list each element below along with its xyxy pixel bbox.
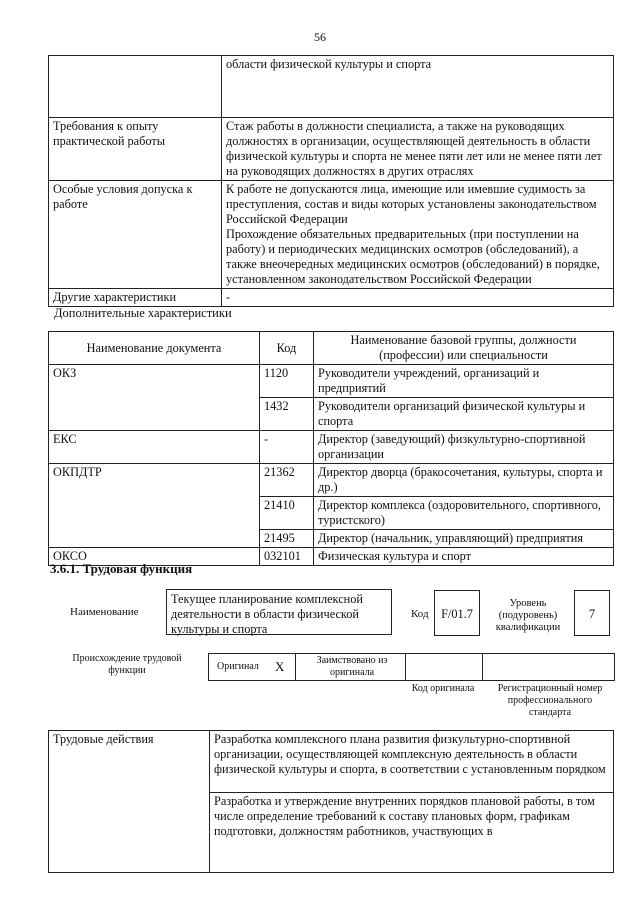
header-code: Код xyxy=(260,332,314,365)
origin-label: Происхождение трудовой функции xyxy=(72,653,182,676)
labor-actions-label: Трудовые действия xyxy=(49,731,210,873)
row-label: Требования к опыту практической работы xyxy=(49,118,222,181)
code-original-label: Код оригинала xyxy=(411,683,475,694)
admission-condition-2: Прохождение обязательных предварительных (при поступлении на работу) и периодических медицинских осмотров (обследований), а также внеочередных медицинских осмотров (обследований) в порядке, установленном законодательством Российской Федерации xyxy=(226,227,600,286)
name-cell: Директор дворца (бракосочетания, культуры, спорта и др.) xyxy=(314,464,614,497)
table-row xyxy=(49,118,614,181)
row-value: области физической культуры и спорта xyxy=(222,56,614,118)
table-row xyxy=(49,289,614,307)
code-cell: 032101 xyxy=(260,548,314,566)
table-row xyxy=(49,431,614,464)
code-cell: - xyxy=(260,431,314,464)
section-title: 3.6.1. Трудовая функция xyxy=(50,561,193,576)
function-name-box: Текущее планирование комплексной деятельности в области физической культуры и спорта xyxy=(166,589,392,635)
code-cell: 21495 xyxy=(260,530,314,548)
table-row xyxy=(49,365,614,398)
row-label: Особые условия допуска к работе xyxy=(49,181,222,289)
labor-actions-table xyxy=(48,730,614,873)
divider xyxy=(482,654,483,680)
divider xyxy=(405,654,406,680)
row-value: - xyxy=(222,289,614,307)
row-label xyxy=(49,56,222,118)
header-name: Наименование базовой группы, должности (профессии) или специальности xyxy=(314,332,614,365)
level-box: 7 xyxy=(574,590,610,636)
header-document: Наименование документа xyxy=(49,332,260,365)
table-row xyxy=(49,56,614,118)
reg-number-label: Регистрационный номер профессионального стандарта xyxy=(497,683,603,718)
row-value xyxy=(222,181,614,289)
name-cell: Руководители организаций физической культуры и спорта xyxy=(314,398,614,431)
labor-action-item: Разработка и утверждение внутренних порядков плановой работы, в том числе определение требований к составу плановых форм, графикам подготовки, должностям работников, участвующих в xyxy=(210,793,614,873)
level-label: Уровень (подуровень) квалификации xyxy=(495,598,561,633)
name-cell: Директор (начальник, управляющий) предприятия xyxy=(314,530,614,548)
code-cell: 21362 xyxy=(260,464,314,497)
name-cell: Руководители учреждений, организаций и предприятий xyxy=(314,365,614,398)
original-mark: X xyxy=(275,659,285,674)
row-value: Стаж работы в должности специалиста, а также на руководящих должностях в организации, осуществляющей деятельность в области физической культуры и спорта не менее пяти лет или не менее пяти лет на руководящих должностях в других отраслях xyxy=(222,118,614,181)
origin-row xyxy=(208,653,615,681)
table-header-row xyxy=(49,332,614,365)
doc-cell: ОКСО xyxy=(49,548,260,566)
doc-cell: ЕКС xyxy=(49,431,260,464)
code-cell: 1120 xyxy=(260,365,314,398)
row-label: Другие характеристики xyxy=(49,289,222,307)
code-cell: 1432 xyxy=(260,398,314,431)
original-cell xyxy=(209,654,296,680)
table-row xyxy=(49,731,614,793)
code-label: Код xyxy=(411,608,429,620)
admission-condition-1: К работе не допускаются лица, имеющие или имевшие судимость за преступления, состав и виды которых установлены законодательством Российской Федерации xyxy=(226,182,597,226)
labor-action-item: Разработка комплексного плана развития физкультурно-спортивной организации, осуществляющей комплексную деятельность в области физической культуры и спорта, в соответствии с установленным порядком xyxy=(210,731,614,793)
name-cell: Директор комплекса (оздоровительного, спортивного, туристского) xyxy=(314,497,614,530)
doc-cell: ОКЗ xyxy=(49,365,260,431)
table-row xyxy=(49,181,614,289)
table-row xyxy=(49,464,614,497)
function-code-box: F/01.7 xyxy=(434,590,480,636)
name-cell: Директор (заведующий) физкультурно-спортивной организации xyxy=(314,431,614,464)
name-cell: Физическая культура и спорт xyxy=(314,548,614,566)
borrowed-label: Заимствовано из оригинала xyxy=(316,655,388,678)
doc-cell: ОКПДТР xyxy=(49,464,260,548)
page-number: 56 xyxy=(314,30,326,44)
code-cell: 21410 xyxy=(260,497,314,530)
name-label: Наименование xyxy=(70,606,139,618)
additional-table xyxy=(48,331,614,566)
additional-title: Дополнительные характеристики xyxy=(54,306,232,320)
original-label: Оригинал xyxy=(217,661,259,672)
requirements-table xyxy=(48,55,614,307)
